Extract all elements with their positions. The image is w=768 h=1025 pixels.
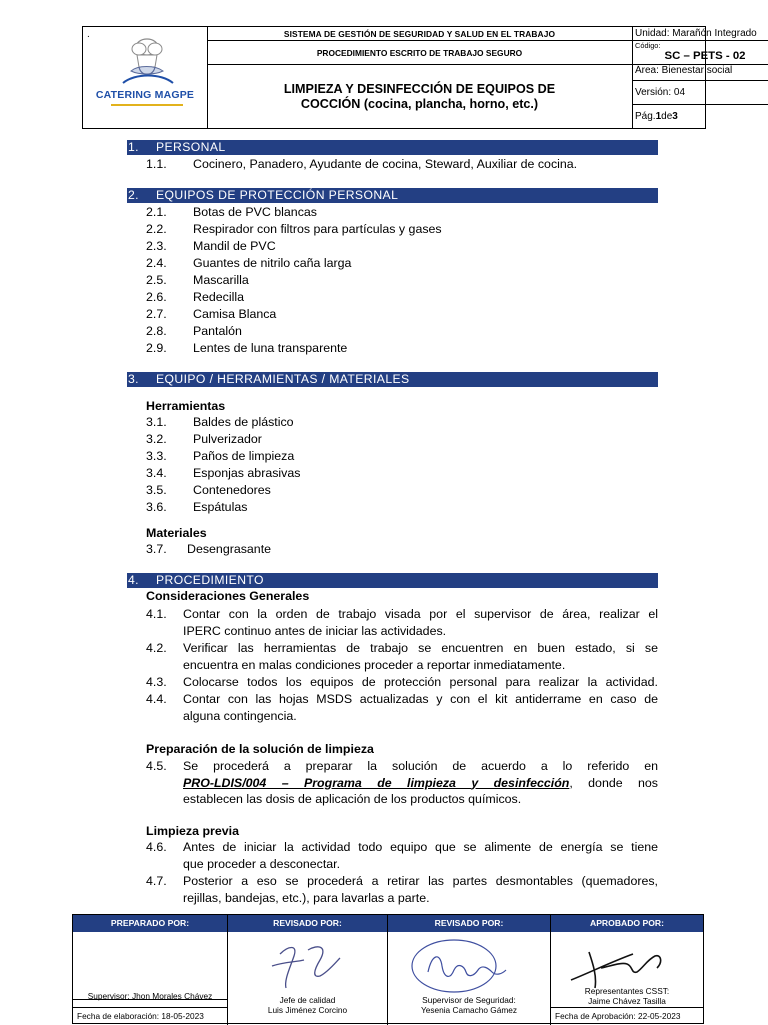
item-text: Lentes de luna transparente — [193, 341, 348, 355]
section-2-heading — [127, 188, 658, 203]
elaboration-date: Fecha de elaboración: 18-05-2023 — [73, 1007, 227, 1023]
step-line-reference — [183, 775, 658, 792]
section-title: PROCEDIMIENTO — [156, 573, 264, 587]
page-field — [632, 105, 768, 128]
step-line: IPERC continuo antes de iniciar las actividades. — [183, 623, 447, 638]
section-title: PERSONAL — [156, 140, 226, 154]
code-value: SC – PETS - 02 — [664, 50, 746, 62]
section-title: EQUIPO / HERRAMIENTAS / MATERIALES — [156, 372, 410, 386]
item-text: Respirador con filtros para partículas y gases — [193, 222, 442, 236]
reviewed-2-header: REVISADO POR: — [388, 915, 550, 932]
step-number: 4.3. — [146, 675, 167, 689]
section-title: EQUIPOS DE PROTECCIÓN PERSONAL — [156, 188, 399, 202]
item-text: Paños de limpieza — [193, 449, 295, 463]
pre-cleaning-subheading: Limpieza previa — [146, 824, 239, 838]
section-number: 2. — [128, 188, 139, 202]
version-field: Versión: 04 — [632, 81, 768, 105]
section-number: 4. — [128, 573, 139, 587]
item-text: Contenedores — [193, 483, 271, 497]
title-line-2: COCCIÓN (cocina, plancha, horno, etc.) — [300, 96, 539, 111]
step-line: Colocarse todos los equipos de protección personal para realizar la actividad. — [183, 675, 658, 689]
step-line: Antes de iniciar la actividad todo equipo que se alimente de energía se tiene — [183, 840, 658, 854]
approver-role: Representantes CSST: — [584, 986, 670, 996]
item-number: 3.6. — [146, 500, 167, 514]
item-text: Botas de PVC blancas — [193, 205, 317, 219]
item-text: Camisa Blanca — [193, 307, 277, 321]
program-reference-link[interactable]: PRO-LDIS/004 – Programa de limpieza y desinfección — [183, 775, 570, 790]
document-title — [207, 65, 632, 128]
reviewed-2-column — [388, 915, 551, 1025]
item-number: 3.7. — [146, 542, 167, 556]
unit-field: Unidad: Marañón Integrado — [632, 27, 768, 41]
item-number: 3.3. — [146, 449, 167, 463]
item-number: 2.8. — [146, 324, 167, 338]
chef-logo-icon — [83, 27, 207, 89]
step-number: 4.2. — [146, 641, 167, 655]
step-number: 4.5. — [146, 759, 167, 773]
section-4-heading — [127, 573, 658, 588]
step-line: alguna contingencia. — [183, 708, 297, 723]
reviewer-name: Luis Jiménez Corcino — [267, 1005, 348, 1015]
step-line: encuentra en malas condiciones proceder a reportar inmediatamente. — [183, 657, 566, 672]
tools-subheading: Herramientas — [146, 399, 226, 413]
section-1-heading — [127, 140, 658, 155]
page-prefix: Pág. — [635, 111, 656, 122]
item-number: 2.9. — [146, 341, 167, 355]
step-line: Posterior a eso se procederá a retirar las partes desmontables (quemadores, — [183, 874, 658, 888]
header-meta-block — [632, 27, 768, 128]
step-line: rejillas, bandejas, etc.), para lavarlas a parte. — [183, 890, 430, 905]
page-mid: de — [661, 111, 673, 122]
step-line: Verificar las herramientas de trabajo se encuentren en buen estado, si se — [183, 641, 658, 655]
step-number: 4.7. — [146, 874, 167, 888]
prepared-signature-area — [73, 932, 227, 1000]
reviewed-column — [228, 915, 388, 1025]
signature-safety-supervisor-icon — [388, 932, 551, 1000]
step-number: 4.4. — [146, 692, 167, 706]
step-line: Se procederá a preparar la solución de acuerdo a lo referido en — [183, 759, 658, 773]
area-field: Área: Bienestar social — [632, 65, 768, 81]
title-line-1: LIMPIEZA Y DESINFECCIÓN DE EQUIPOS DE — [283, 81, 556, 96]
approved-header: APROBADO POR: — [551, 915, 703, 932]
item-number: 1.1. — [146, 157, 167, 171]
step-number: 4.6. — [146, 840, 167, 854]
item-text: Mascarilla — [193, 273, 249, 287]
item-text: Cocinero, Panadero, Ayudante de cocina, Steward, Auxiliar de cocina. — [193, 157, 578, 171]
item-text: Guantes de nitrilo caña larga — [193, 256, 352, 270]
item-text: Espátulas — [193, 500, 248, 514]
header-title-block — [207, 27, 633, 128]
item-number: 2.3. — [146, 239, 167, 253]
item-number: 2.1. — [146, 205, 167, 219]
item-text: Mandil de PVC — [193, 239, 276, 253]
step-line-rest: , donde nos — [569, 775, 658, 790]
section-number: 1. — [128, 140, 139, 154]
item-number: 2.6. — [146, 290, 167, 304]
code-label: Código: — [635, 41, 661, 50]
logo-text: CATERING MAGPE — [95, 89, 195, 101]
approval-footer — [72, 914, 704, 1024]
step-line: Contar con las hojas MSDS actualizadas y con el kit antiderrame en caso de — [183, 692, 658, 706]
reviewed-header: REVISADO POR: — [228, 915, 387, 932]
item-text: Redecilla — [193, 290, 244, 304]
item-text: Pulverizador — [193, 432, 262, 446]
item-text: Desengrasante — [187, 542, 272, 556]
step-line: Contar con la orden de trabajo visada por el supervisor de área, realizar el — [183, 607, 658, 621]
reviewer-role: Jefe de calidad — [279, 995, 336, 1005]
logo-cell — [83, 27, 208, 128]
approval-date: Fecha de Aprobación: 22-05-2023 — [551, 1007, 703, 1023]
item-text: Esponjas abrasivas — [193, 466, 301, 480]
procedure-type: PROCEDIMIENTO ESCRITO DE TRABAJO SEGURO — [207, 41, 632, 65]
approver-name: Jaime Chávez Tasilla — [588, 996, 666, 1006]
step-line: que proceder a desconectar. — [183, 856, 341, 871]
prepared-column — [73, 915, 228, 1025]
page-number: 1 — [655, 111, 662, 122]
header-marker: . — [87, 29, 90, 40]
document-header — [82, 26, 757, 129]
item-number: 3.2. — [146, 432, 167, 446]
approved-column — [551, 915, 703, 1025]
system-name: SISTEMA DE GESTIÓN DE SEGURIDAD Y SALUD EN EL TRABAJO — [207, 27, 632, 41]
signature-reviewer-icon — [228, 932, 388, 1000]
preparation-subheading: Preparación de la solución de limpieza — [146, 742, 374, 756]
section-3-heading — [127, 372, 658, 387]
item-number: 3.5. — [146, 483, 167, 497]
item-text: Pantalón — [193, 324, 242, 338]
safety-supervisor-name: Yesenia Camacho Gámez — [420, 1005, 518, 1015]
item-number: 2.7. — [146, 307, 167, 321]
prepared-name: Supervisor: Jhon Morales Chávez — [87, 991, 213, 1001]
safety-supervisor-role: Supervisor de Seguridad: — [422, 995, 516, 1005]
page-total: 3 — [672, 111, 678, 122]
prepared-header: PREPARADO POR: — [73, 915, 227, 932]
general-considerations-subheading: Consideraciones Generales — [146, 589, 310, 603]
item-number: 2.5. — [146, 273, 167, 287]
item-number: 2.2. — [146, 222, 167, 236]
item-number: 3.4. — [146, 466, 167, 480]
step-line: establecen las dosis de aplicación de los productos químicos. — [183, 792, 522, 806]
step-number: 4.1. — [146, 607, 167, 621]
code-field — [632, 41, 768, 65]
materials-subheading: Materiales — [146, 526, 207, 540]
item-number: 2.4. — [146, 256, 167, 270]
section-number: 3. — [128, 372, 139, 386]
item-text: Baldes de plástico — [193, 415, 294, 429]
item-number: 3.1. — [146, 415, 167, 429]
logo-underline — [111, 104, 183, 106]
